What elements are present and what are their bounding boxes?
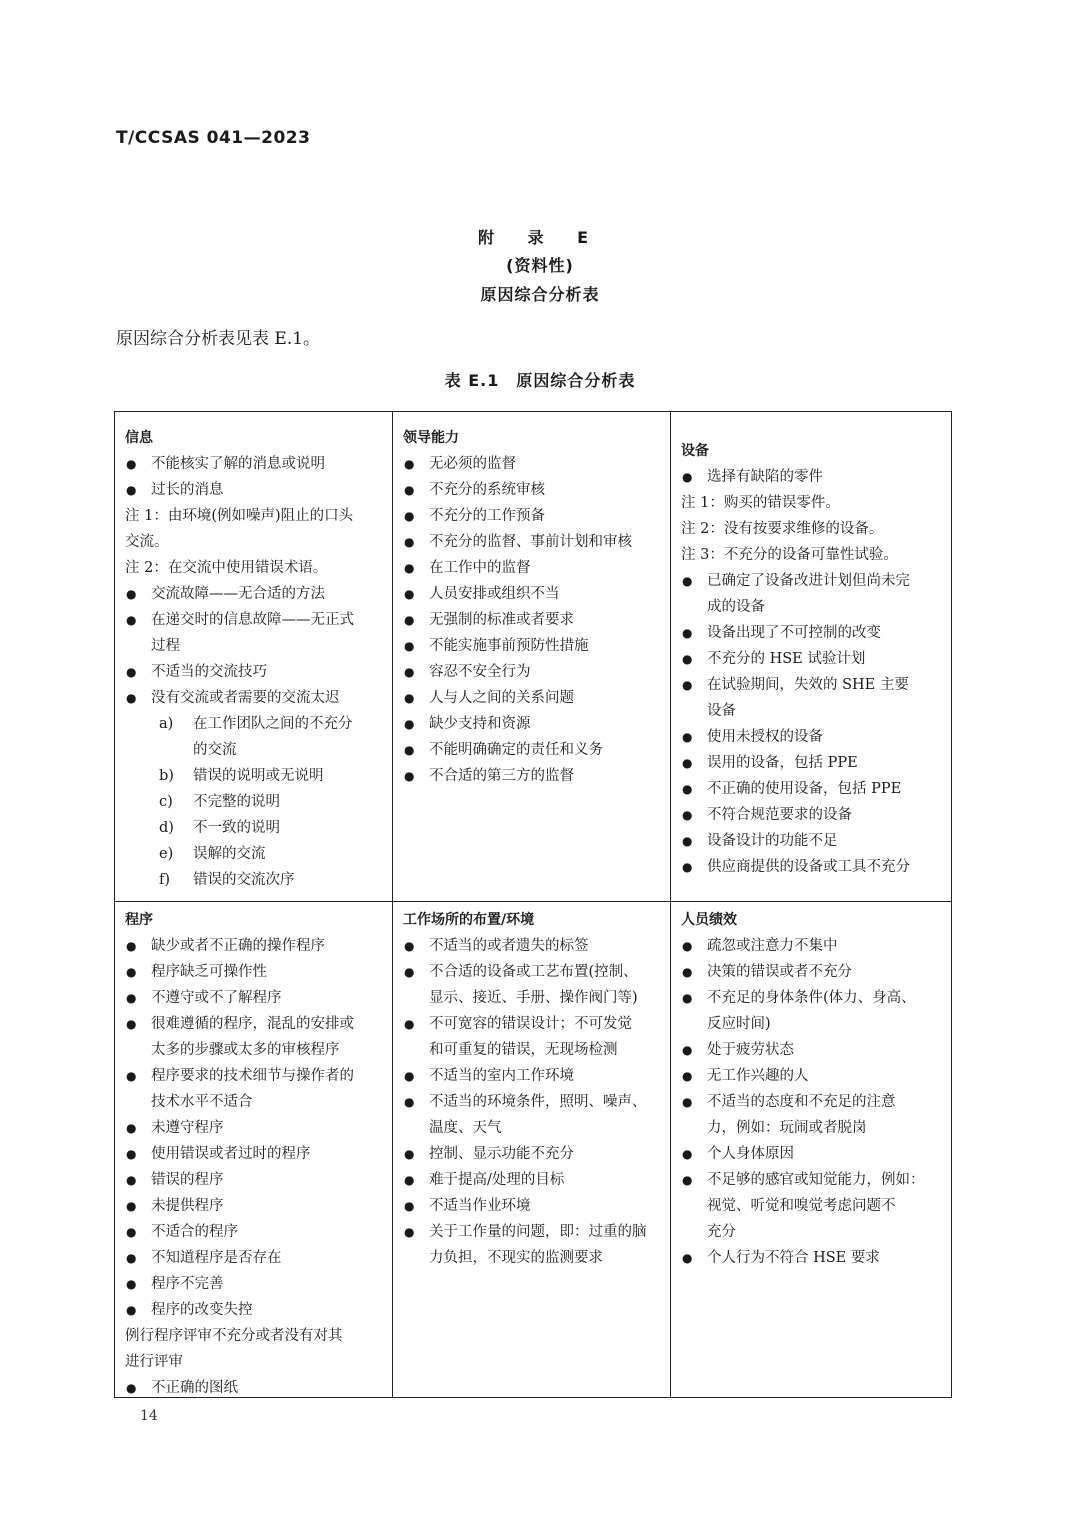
bullet-item (403, 477, 662, 503)
item-text: 注 2：在交流中使用错误术语。 (125, 560, 328, 576)
cell-leadership (393, 425, 670, 789)
bullet-item (403, 529, 662, 555)
sub-item (125, 737, 384, 763)
item-text: 不适当的环境条件，照明、噪声、 (429, 1094, 647, 1110)
continuation-line (403, 1115, 662, 1141)
item-text: 注 2：没有按要求维修的设备。 (681, 521, 884, 537)
table-caption: 表 E.1 原因综合分析表 (444, 371, 636, 390)
continuation-line (403, 1245, 662, 1271)
item-text: 误用的设备，包括 PPE (707, 755, 858, 771)
item-text: 不充足的身体条件(体力、身高、 (707, 990, 916, 1006)
item-text: 不适当的交流技巧 (151, 664, 267, 680)
sub-item-marker: c) (159, 794, 173, 810)
continuation-line (403, 985, 662, 1011)
bullet-item (681, 1063, 943, 1089)
bullet-item (125, 959, 384, 985)
bullet-item (403, 633, 662, 659)
bullet-item (403, 451, 662, 477)
item-text: 不适当的或者遗失的标签 (429, 938, 589, 954)
bullet-item (125, 1167, 384, 1193)
item-text: 很难遵循的程序，混乱的安排或 (151, 1016, 354, 1032)
item-text: 不足够的感官或知觉能力，例如： (707, 1172, 925, 1188)
item-text: 的交流 (193, 742, 237, 758)
bullet-item (403, 737, 662, 763)
item-text: 不能实施事前预防性措施 (429, 638, 589, 654)
item-text: 错误的程序 (151, 1172, 224, 1188)
bullet-item (125, 1193, 384, 1219)
item-text: 不一致的说明 (193, 820, 280, 836)
bullet-item (125, 607, 384, 633)
intro-text: 原因综合分析表见表 E.1。 (116, 329, 321, 349)
item-text: 力，例如：玩闹或者脱岗 (707, 1120, 867, 1136)
item-text: 不适合的程序 (151, 1224, 238, 1240)
standard-code: T/CCSAS 041—2023 (116, 128, 311, 148)
item-text: 成的设备 (707, 599, 765, 615)
bullet-item (681, 776, 943, 802)
bullet-item (125, 685, 384, 711)
item-text: 进行评审 (125, 1354, 183, 1370)
bullet-item (681, 724, 943, 750)
cell-title: 工作场所的布置/环境 (403, 912, 535, 928)
item-text: 充分 (707, 1224, 736, 1240)
cell-list (681, 464, 943, 880)
item-text: 不充分的 HSE 试验计划 (707, 651, 866, 667)
sub-item-marker: b) (159, 768, 174, 784)
continuation-line (125, 1037, 384, 1063)
continuation-line (403, 1037, 662, 1063)
bullet-item (403, 685, 662, 711)
item-text: 过长的消息 (151, 482, 224, 498)
bullet-item (125, 1219, 384, 1245)
appendix-label: 附 录 E (477, 228, 603, 247)
item-text: 不正确的图纸 (151, 1380, 238, 1396)
cell-list (125, 451, 384, 893)
continuation-line (681, 594, 943, 620)
cell-title: 程序 (125, 912, 153, 928)
page-number: 14 (140, 1408, 158, 1424)
item-text: 力负担，不现实的监测要求 (429, 1250, 603, 1266)
item-text: 不完整的说明 (193, 794, 280, 810)
note-item (125, 529, 384, 555)
bullet-item (403, 1011, 662, 1037)
sub-item-marker: a) (159, 716, 174, 732)
item-text: 容忍不安全行为 (429, 664, 531, 680)
bullet-item (681, 933, 943, 959)
bullet-item (403, 933, 662, 959)
item-text: 控制、显示功能不充分 (429, 1146, 574, 1162)
bullet-item (403, 1089, 662, 1115)
item-text: 无工作兴趣的人 (707, 1068, 809, 1084)
item-text: 技术水平不适合 (151, 1094, 253, 1110)
item-text: 使用错误或者过时的程序 (151, 1146, 311, 1162)
continuation-line (681, 1115, 943, 1141)
item-text: 不合适的设备或工艺布置(控制、 (429, 964, 638, 980)
cell-workplace (393, 907, 670, 1271)
bullet-item (125, 933, 384, 959)
bullet-item (403, 581, 662, 607)
note-item (125, 503, 384, 529)
bullet-item (681, 1167, 943, 1193)
item-text: 缺少支持和资源 (429, 716, 531, 732)
bullet-item (125, 1141, 384, 1167)
sub-item (125, 867, 384, 893)
item-text: 过程 (151, 638, 180, 654)
bullet-item (681, 750, 943, 776)
bullet-item (681, 620, 943, 646)
item-text: 反应时间) (707, 1016, 771, 1032)
item-text: 决策的错误或者不充分 (707, 964, 852, 980)
bullet-item (403, 1219, 662, 1245)
item-text: 没有交流或者需要的交流太迟 (151, 690, 340, 706)
continuation-line (125, 633, 384, 659)
bullet-item (125, 1375, 384, 1401)
item-text: 不能核实了解的消息或说明 (151, 456, 325, 472)
item-text: 程序要求的技术细节与操作者的 (151, 1068, 354, 1084)
item-text: 注 1：购买的错误零件。 (681, 495, 840, 511)
bullet-item (681, 1245, 943, 1271)
bullet-item (681, 985, 943, 1011)
item-text: 不可宽容的错误设计；不可发觉 (429, 1016, 632, 1032)
item-text: 未遵守程序 (151, 1120, 224, 1136)
cell-title: 人员绩效 (681, 912, 737, 928)
item-text: 不知道程序是否存在 (151, 1250, 282, 1266)
cell-title: 信息 (125, 430, 153, 446)
item-text: 关于工作量的问题，即：过重的脑 (429, 1224, 647, 1240)
bullet-item (681, 1089, 943, 1115)
item-text: 供应商提供的设备或工具不充分 (707, 859, 910, 875)
item-text: 不充分的工作预备 (429, 508, 545, 524)
item-text: 注 1：由环境(例如噪声)阻止的口头 (125, 508, 354, 524)
sub-item (125, 763, 384, 789)
item-text: 不适当的室内工作环境 (429, 1068, 574, 1084)
continuation-line (681, 1193, 943, 1219)
item-text: 人员安排或组织不当 (429, 586, 560, 602)
bullet-item (403, 1167, 662, 1193)
item-text: 无必须的监督 (429, 456, 516, 472)
item-text: 不遵守或不了解程序 (151, 990, 282, 1006)
cell-info (115, 425, 392, 893)
continuation-line (681, 1219, 943, 1245)
item-text: 选择有缺陷的零件 (707, 469, 823, 485)
item-text: 不充分的系统审核 (429, 482, 545, 498)
cause-analysis-table (114, 411, 952, 1398)
note-item (681, 542, 943, 568)
item-text: 在试验期间，失效的 SHE 主要 (707, 677, 909, 693)
item-text: 错误的交流次序 (193, 872, 295, 888)
item-text: 人与人之间的关系问题 (429, 690, 574, 706)
item-text: 个人行为不符合 HSE 要求 (707, 1250, 880, 1266)
continuation-line (681, 698, 943, 724)
sub-item (125, 841, 384, 867)
item-text: 温度、天气 (429, 1120, 502, 1136)
bullet-item (403, 1063, 662, 1089)
item-text: 交流故障——无合适的方法 (151, 586, 325, 602)
item-text: 无强制的标准或者要求 (429, 612, 574, 628)
bullet-item (403, 763, 662, 789)
item-text: 不适当作业环境 (429, 1198, 531, 1214)
plain-line (125, 1323, 384, 1349)
bullet-item (125, 1063, 384, 1089)
cell-equipment (671, 438, 951, 880)
cell-list (403, 933, 662, 1271)
bullet-item (403, 659, 662, 685)
item-text: 使用未授权的设备 (707, 729, 823, 745)
cell-list (403, 451, 662, 789)
item-text: 已确定了设备改进计划但尚未完 (707, 573, 910, 589)
sub-item-marker: f) (159, 872, 171, 888)
note-item (681, 490, 943, 516)
bullet-item (403, 555, 662, 581)
item-text: 误解的交流 (193, 846, 266, 862)
bullet-item (403, 711, 662, 737)
sub-item (125, 789, 384, 815)
item-text: 程序不完善 (151, 1276, 224, 1292)
item-text: 不正确的使用设备，包括 PPE (707, 781, 902, 797)
continuation-line (681, 1011, 943, 1037)
bullet-item (403, 1193, 662, 1219)
item-text: 未提供程序 (151, 1198, 224, 1214)
sub-item (125, 711, 384, 737)
bullet-item (681, 646, 943, 672)
appendix-nature: (资料性) (506, 256, 574, 275)
item-text: 不符合规范要求的设备 (707, 807, 852, 823)
cell-title: 领导能力 (403, 430, 459, 446)
item-text: 个人身体原因 (707, 1146, 794, 1162)
item-text: 太多的步骤或太多的审核程序 (151, 1042, 340, 1058)
bullet-item (125, 1245, 384, 1271)
bullet-item (681, 854, 943, 880)
item-text: 难于提高/处理的目标 (429, 1172, 565, 1188)
cell-list (681, 933, 943, 1271)
bullet-item (681, 1141, 943, 1167)
item-text: 不能明确确定的责任和义务 (429, 742, 603, 758)
item-text: 程序的改变失控 (151, 1302, 253, 1318)
item-text: 疏忽或注意力不集中 (707, 938, 838, 954)
bullet-item (403, 607, 662, 633)
item-text: 错误的说明或无说明 (193, 768, 324, 784)
item-text: 例行程序评审不充分或者没有对其 (125, 1328, 343, 1344)
bullet-item (125, 659, 384, 685)
bullet-item (681, 959, 943, 985)
item-text: 交流。 (125, 534, 169, 550)
bullet-item (403, 959, 662, 985)
bullet-item (681, 828, 943, 854)
item-text: 在工作中的监督 (429, 560, 531, 576)
item-text: 显示、接近、手册、操作阀门等) (429, 990, 638, 1006)
item-text: 视觉、听觉和嗅觉考虑问题不 (707, 1198, 896, 1214)
appendix-title: 原因综合分析表 (480, 285, 600, 304)
item-text: 设备出现了不可控制的改变 (707, 625, 881, 641)
continuation-line (125, 1089, 384, 1115)
bullet-item (681, 802, 943, 828)
sub-item-marker: e) (159, 846, 174, 862)
bullet-item (125, 1011, 384, 1037)
item-text: 注 3：不充分的设备可靠性试验。 (681, 547, 898, 563)
sub-item (125, 815, 384, 841)
item-text: 缺少或者不正确的操作程序 (151, 938, 325, 954)
bullet-item (681, 568, 943, 594)
bullet-item (681, 464, 943, 490)
bullet-item (125, 1115, 384, 1141)
bullet-item (125, 581, 384, 607)
note-item (125, 555, 384, 581)
bullet-item (403, 503, 662, 529)
item-text: 处于疲劳状态 (707, 1042, 794, 1058)
bullet-item (125, 451, 384, 477)
item-text: 不合适的第三方的监督 (429, 768, 574, 784)
cell-title: 设备 (681, 443, 709, 459)
bullet-item (681, 672, 943, 698)
item-text: 在递交时的信息故障——无正式 (151, 612, 354, 628)
note-item (681, 516, 943, 542)
plain-line (125, 1349, 384, 1375)
bullet-item (125, 1271, 384, 1297)
item-text: 在工作团队之间的不充分 (193, 716, 353, 732)
cell-list (125, 933, 384, 1401)
row-divider (115, 901, 951, 902)
cell-procedure (115, 907, 392, 1401)
bullet-item (403, 1141, 662, 1167)
cell-personnel (671, 907, 951, 1271)
item-text: 和可重复的错误，无现场检测 (429, 1042, 618, 1058)
item-text: 不适当的态度和不充足的注意 (707, 1094, 896, 1110)
bullet-item (125, 477, 384, 503)
bullet-item (125, 985, 384, 1011)
sub-item-marker: d) (159, 820, 174, 836)
item-text: 设备设计的功能不足 (707, 833, 838, 849)
item-text: 设备 (707, 703, 736, 719)
item-text: 程序缺乏可操作性 (151, 964, 267, 980)
bullet-item (125, 1297, 384, 1323)
bullet-item (681, 1037, 943, 1063)
item-text: 不充分的监督、事前计划和审核 (429, 534, 632, 550)
